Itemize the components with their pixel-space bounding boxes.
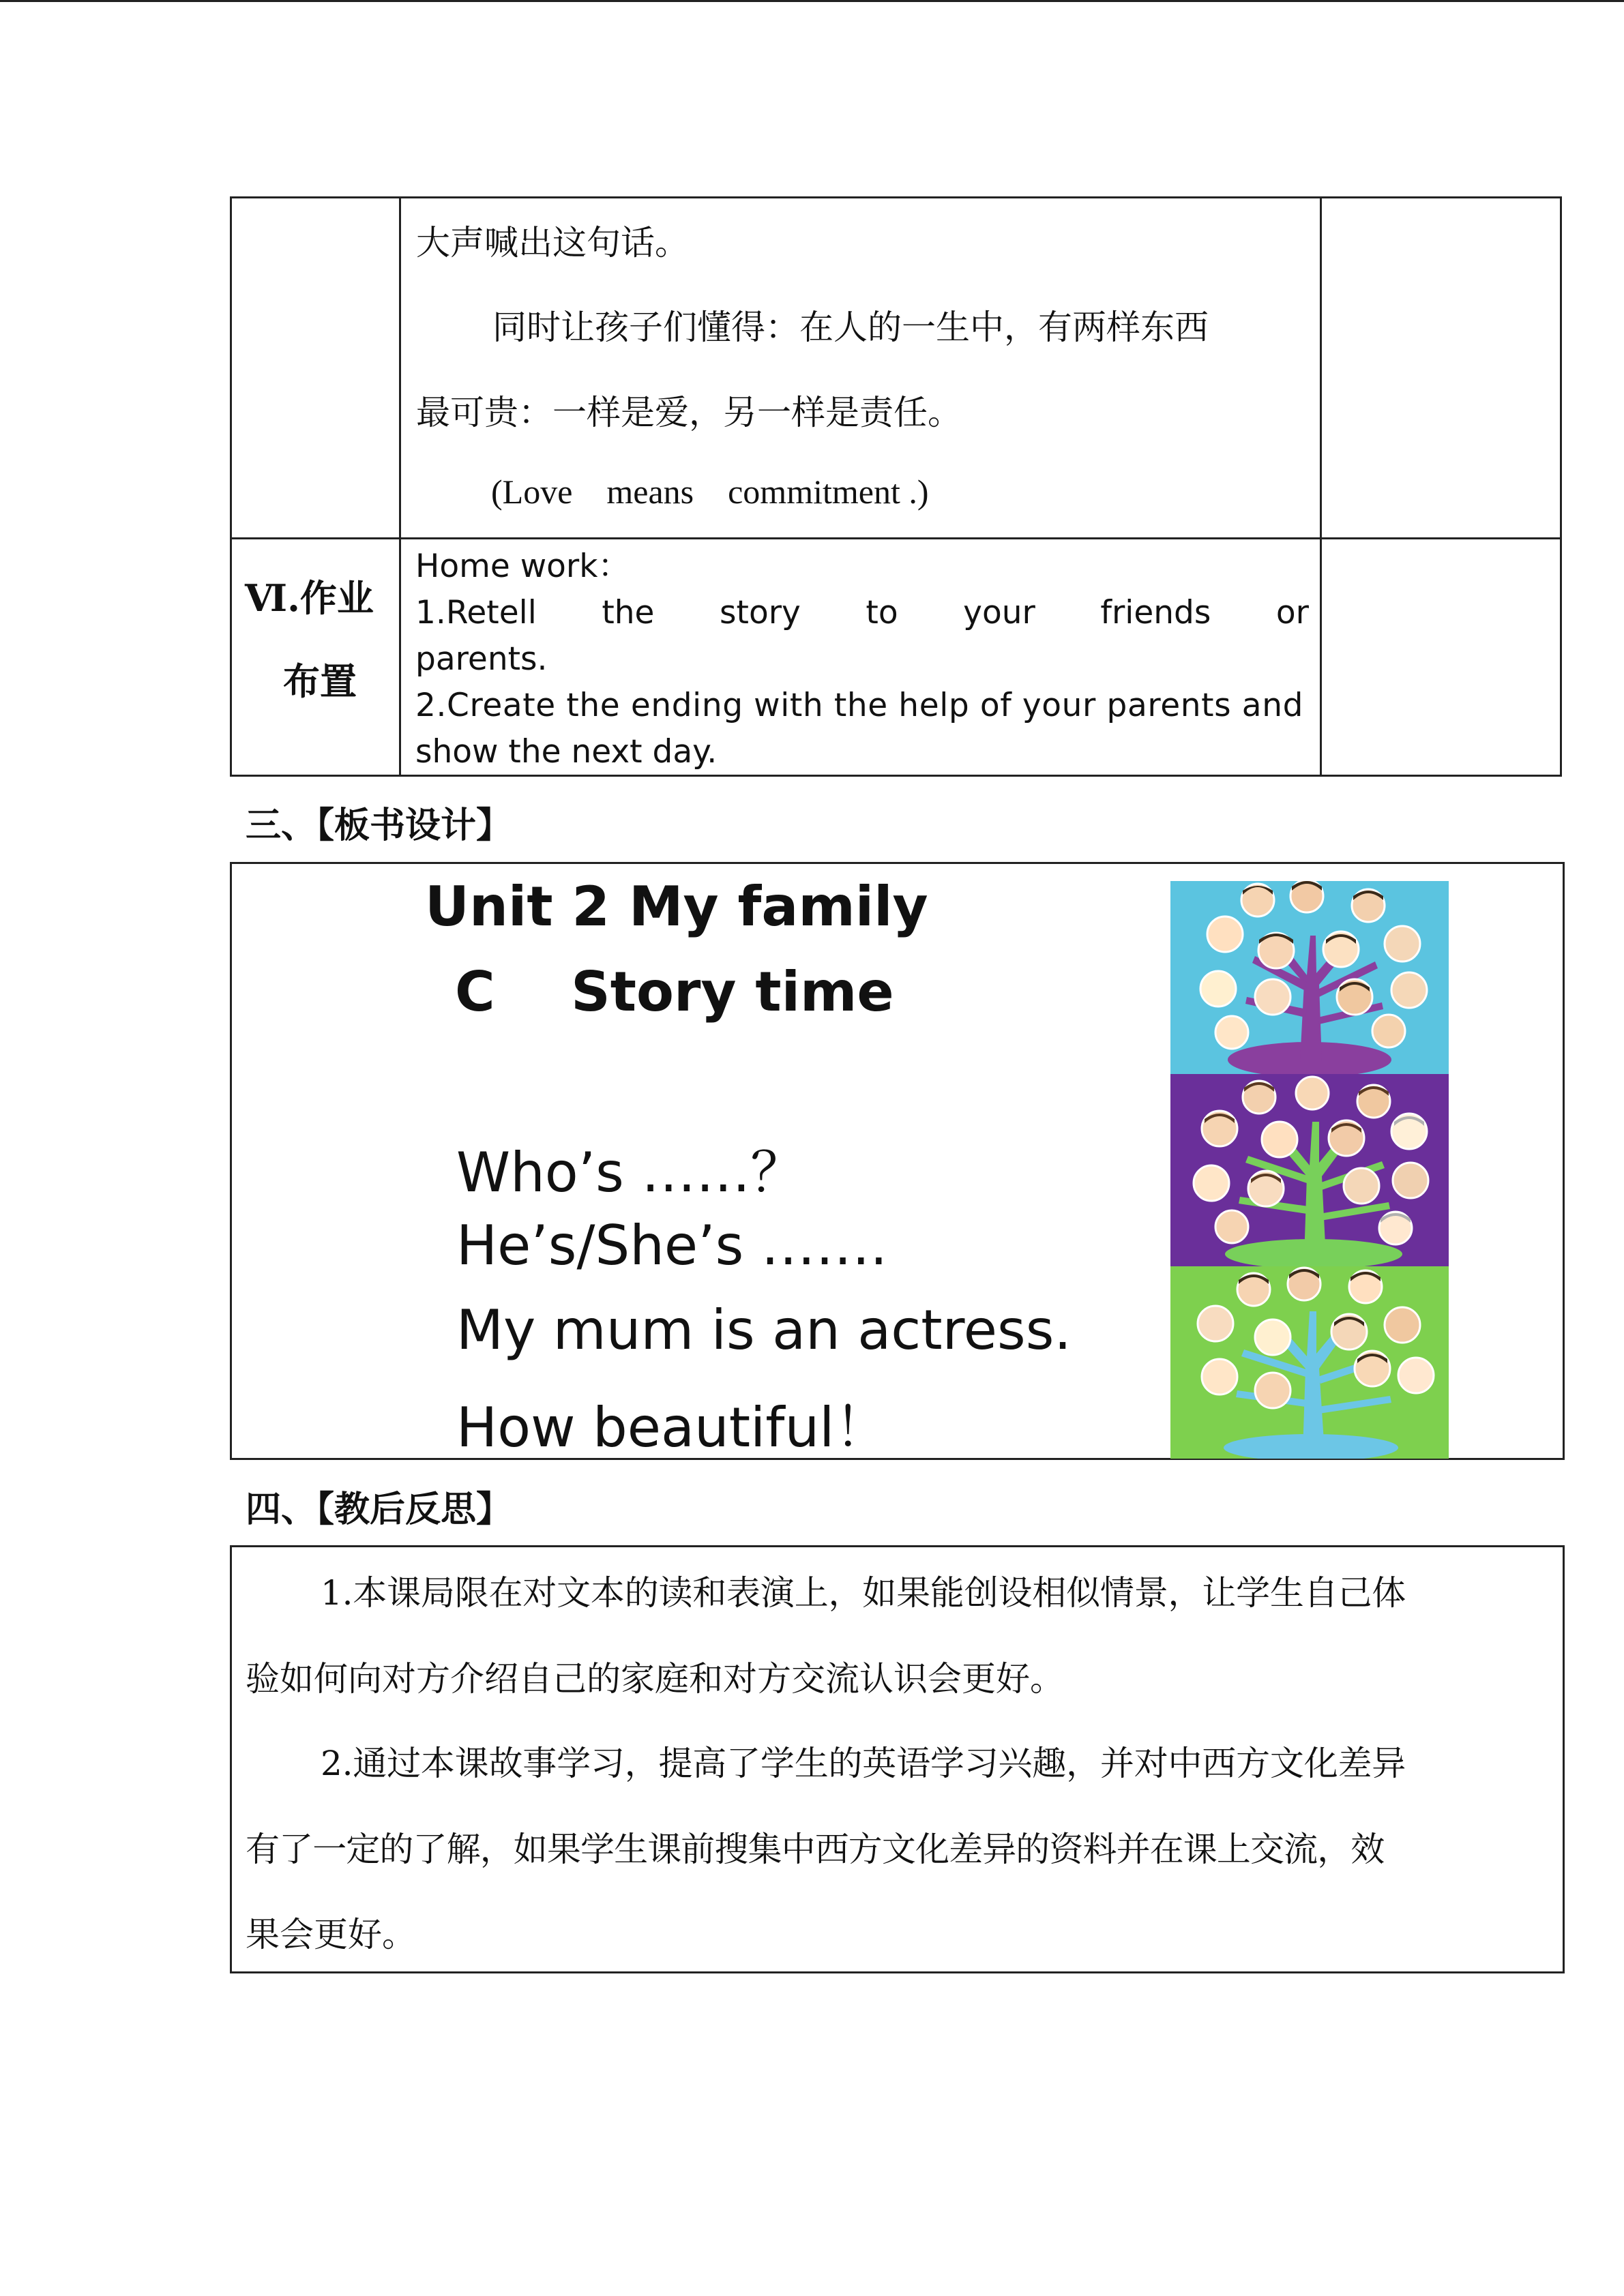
board-line-2: He’s/She’s ……. bbox=[456, 1214, 888, 1277]
homework-item-2-part-1: 2.Create the ending with the help of your parents and bbox=[415, 687, 1304, 724]
homework-item-1-part-1: 1.Retell the story to your friends or bbox=[415, 594, 1309, 631]
lesson-table bbox=[230, 196, 1562, 777]
homework-item-2-part-2: show the next day. bbox=[415, 733, 718, 771]
page-top-border bbox=[0, 0, 1624, 2]
table-col-divider-2 bbox=[1320, 196, 1322, 777]
homework-item-1-part-2: parents. bbox=[415, 640, 548, 678]
family-tree-picture-1 bbox=[1170, 881, 1449, 1074]
homework-label bbox=[245, 556, 381, 723]
reflection-p2-line-1: 2.通过本课故事学习，提高了学生的英语学习兴趣，并对中西方文化差异 bbox=[321, 1744, 1406, 1783]
board-line-4: How beautiful！ bbox=[456, 1396, 889, 1459]
homework-content bbox=[415, 543, 1310, 775]
table-col-divider-1 bbox=[399, 196, 401, 777]
row-text-line-1: 大声喊出这句话。 bbox=[416, 223, 689, 263]
board-subtitle: C Story time bbox=[455, 960, 894, 1024]
table-row-divider bbox=[230, 537, 1562, 539]
family-tree-picture-2 bbox=[1170, 1074, 1449, 1266]
reflection-p2-line-3: 果会更好。 bbox=[246, 1915, 416, 1954]
section-3-heading: 三、【板书设计】 bbox=[246, 805, 512, 846]
row-text-line-3: 最可贵：一样是爱，另一样是责任。 bbox=[416, 393, 962, 432]
board-line-3: My mum is an actress. bbox=[456, 1298, 1072, 1362]
section-4-heading: 四、【教后反思】 bbox=[246, 1489, 512, 1530]
board-line-1: Who’s ……？ bbox=[456, 1141, 806, 1204]
reflection-p2-line-2: 有了一定的了解，如果学生课前搜集中西方文化差异的资料并在课上交流，效 bbox=[246, 1830, 1385, 1869]
homework-label-line-1: Ⅵ.作业 bbox=[245, 576, 374, 620]
homework-label-line-2: 布置 bbox=[283, 659, 357, 703]
family-tree-picture-3 bbox=[1170, 1266, 1449, 1459]
board-title: Unit 2 My family bbox=[425, 875, 928, 938]
reflection-p1-line-2: 验如何向对方介绍自己的家庭和对方交流认识会更好。 bbox=[246, 1659, 1064, 1699]
homework-heading: Home work： bbox=[415, 548, 630, 585]
reflection-p1-line-1: 1.本课局限在对文本的读和表演上，如果能创设相似情景，让学生自己体 bbox=[321, 1573, 1406, 1613]
love-quote: (Love means commitment .) bbox=[491, 473, 929, 511]
family-tree-pictures bbox=[1170, 881, 1449, 1459]
row-text-line-2: 同时让孩子们懂得：在人的一生中，有两样东西 bbox=[492, 308, 1209, 347]
